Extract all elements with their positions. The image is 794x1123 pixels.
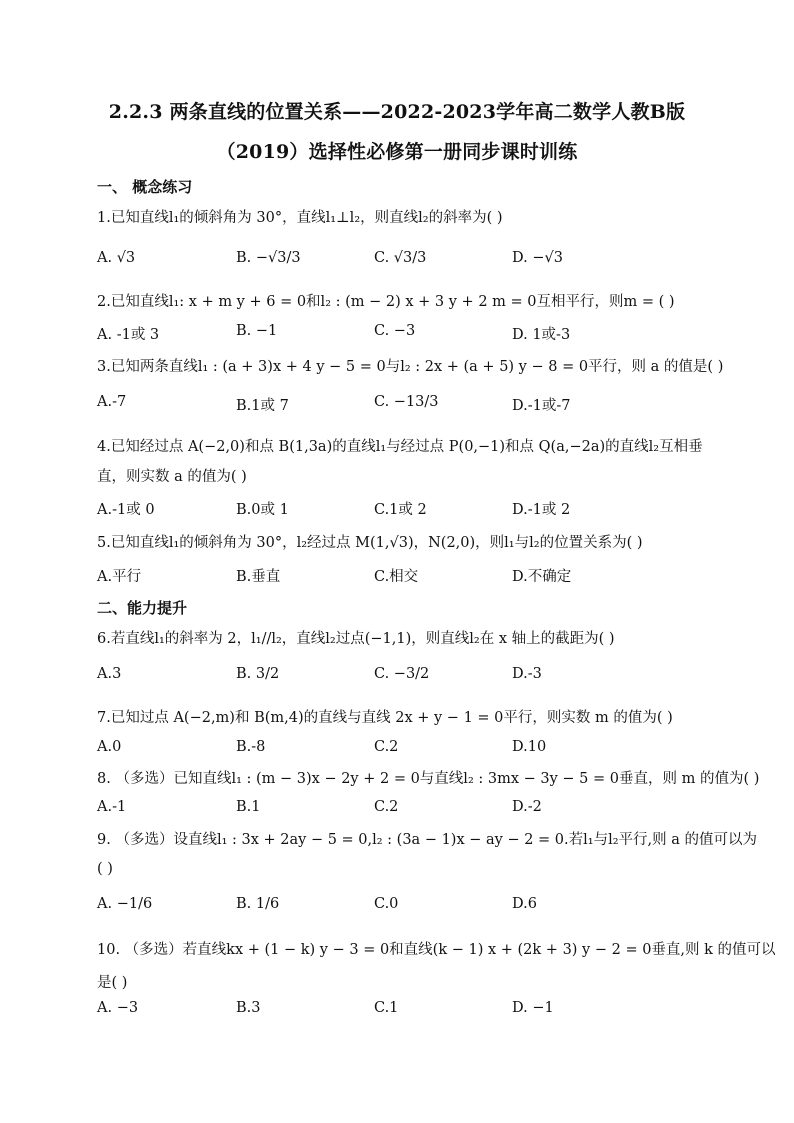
- question-3-option-b: B.1或 7: [236, 398, 289, 414]
- question-7-option-d: D.10: [512, 739, 547, 755]
- section-heading-ability: 二、能力提升: [97, 599, 188, 617]
- doc-title-line2: （2019）选择性必修第一册同步课时训练: [216, 141, 578, 163]
- question-6-option-d: D.-3: [512, 666, 542, 682]
- question-4-option-c: C.1或 2: [374, 502, 427, 518]
- question-1-option-d: D. −√3: [512, 250, 563, 266]
- question-10-option-c: C.1: [374, 1000, 399, 1016]
- question-5-option-a: A.平行: [97, 569, 142, 585]
- question-3-stem: 3.已知两条直线l₁ : (a + 3)x + 4 y − 5 = 0与l₂ : 2x + (a + 5) y − 8 = 0平行，则 a 的值是( ): [97, 359, 724, 375]
- question-8-option-a: A.-1: [97, 799, 127, 815]
- question-7-option-b: B.-8: [236, 739, 266, 755]
- question-10-stem-cont: 是( ): [97, 975, 128, 991]
- question-8-stem: 8. （多选）已知直线l₁ : (m − 3)x − 2y + 2 = 0与直线l₂ : 3mx − 3y − 5 = 0垂直，则 m 的值为( ): [97, 771, 760, 787]
- question-9-stem-cont: ( ): [97, 861, 113, 877]
- question-6-option-a: A.3: [97, 666, 122, 682]
- question-1-stem: 1.已知直线l₁的倾斜角为 30°，直线l₁⊥l₂，则直线l₂的斜率为( ): [97, 210, 503, 226]
- question-1-option-c: C. √3/3: [374, 250, 427, 266]
- question-10-stem: 10. （多选）若直线kx + (1 − k) y − 3 = 0和直线(k − 1) x + (2k + 3) y − 2 = 0垂直,则 k 的值可以: [97, 942, 776, 958]
- question-4-option-d: D.-1或 2: [512, 502, 571, 518]
- question-8-option-d: D.-2: [512, 799, 542, 815]
- question-9-option-b: B. 1/6: [236, 896, 280, 912]
- question-2-stem: 2.已知直线l₁: x + m y + 6 = 0和l₂ : (m − 2) x + 3 y + 2 m = 0互相平行，则m = ( ): [97, 294, 675, 310]
- question-9-option-d: D.6: [512, 896, 537, 912]
- doc-title-line1: 2.2.3 两条直线的位置关系——2022-2023学年高二数学人教B版: [108, 101, 686, 123]
- question-1-option-b: B. −√3/3: [236, 250, 301, 266]
- question-3-option-d: D.-1或-7: [512, 398, 571, 414]
- question-3-option-a: A.-7: [97, 394, 127, 410]
- question-9-option-a: A. −1/6: [97, 896, 153, 912]
- question-7-stem: 7.已知过点 A(−2,m)和 B(m,4)的直线与直线 2x + y − 1 = 0平行，则实数 m 的值为( ): [97, 710, 673, 726]
- question-8-option-b: B.1: [236, 799, 261, 815]
- question-2-option-c: C. −3: [374, 323, 416, 339]
- question-4-option-b: B.0或 1: [236, 502, 289, 518]
- question-7-option-a: A.0: [97, 739, 122, 755]
- question-2-option-a: A. -1或 3: [97, 327, 160, 343]
- question-4-stem: 4.已知经过点 A(−2,0)和点 B(1,3a)的直线l₁与经过点 P(0,−1)和点 Q(a,−2a)的直线l₂互相垂: [97, 439, 703, 455]
- question-2-option-b: B. −1: [236, 323, 278, 339]
- question-5-option-b: B.垂直: [236, 569, 281, 585]
- question-5-option-d: D.不确定: [512, 569, 572, 585]
- question-8-option-c: C.2: [374, 799, 399, 815]
- question-1-option-a: A. √3: [97, 250, 136, 266]
- question-7-option-c: C.2: [374, 739, 399, 755]
- question-10-option-a: A. −3: [97, 1000, 139, 1016]
- question-9-stem: 9. （多选）设直线l₁ : 3x + 2ay − 5 = 0,l₂ : (3a − 1)x − ay − 2 = 0.若l₁与l₂平行,则 a 的值可以为: [97, 832, 758, 848]
- question-4-stem-cont: 直，则实数 a 的值为( ): [97, 469, 247, 485]
- question-5-option-c: C.相交: [374, 569, 419, 585]
- question-6-stem: 6.若直线l₁的斜率为 2，l₁//l₂，直线l₂过点(−1,1)，则直线l₂在 x 轴上的截距为( ): [97, 631, 615, 647]
- question-5-stem: 5.已知直线l₁的倾斜角为 30°，l₂经过点 M(1,√3)，N(2,0)，则l₁与l₂的位置关系为( ): [97, 535, 643, 551]
- question-4-option-a: A.-1或 0: [97, 502, 155, 518]
- question-3-option-c: C. −13/3: [374, 394, 439, 410]
- question-2-option-d: D. 1或-3: [512, 327, 571, 343]
- section-heading-concepts: 一、 概念练习: [97, 178, 193, 196]
- question-10-option-b: B.3: [236, 1000, 261, 1016]
- question-6-option-b: B. 3/2: [236, 666, 280, 682]
- question-10-option-d: D. −1: [512, 1000, 554, 1016]
- question-9-option-c: C.0: [374, 896, 399, 912]
- question-6-option-c: C. −3/2: [374, 666, 430, 682]
